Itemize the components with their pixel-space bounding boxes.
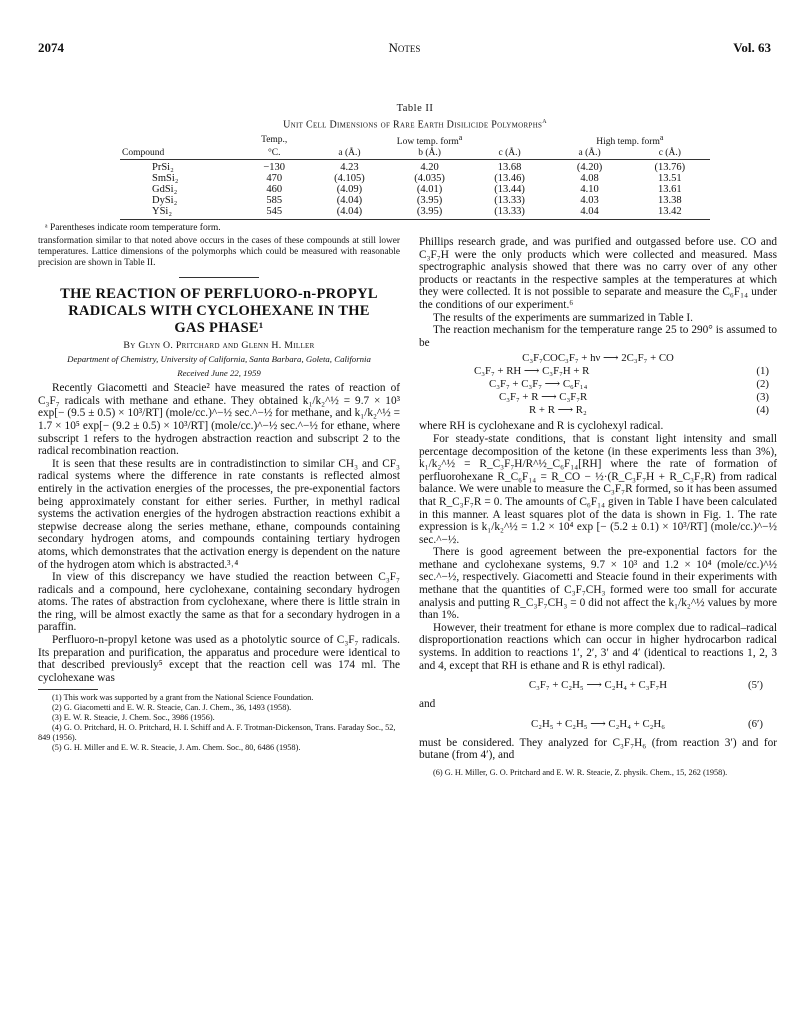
footnote-divider xyxy=(38,689,98,690)
table-group-header: Temp., Low temp. form$^a$ High temp. form$^a$ xyxy=(261,133,664,148)
table-ii xyxy=(45,103,710,234)
intro-paragraph: transformation similar to that noted above occurs in the cases of these compounds at still lower temperatures. Lattice dimensions of the polymorphs which could be measured with reasonable precision are shown in Table II. xyxy=(38,236,400,268)
footnote: (6) G. H. Miller, G. O. Pritchard and E. W. R. Steacie, Z. physik. Chem., 15, 262 (1958). xyxy=(433,768,728,777)
table-row: DySi₂ 585 (4.04) (3.95) (13.33) 4.03 13.38 xyxy=(152,195,682,207)
volume-label: Vol. 63 xyxy=(733,40,771,55)
table-row: GdSi₂ 460 (4.09) (4.01) (13.44) 4.10 13.61 xyxy=(152,184,682,196)
table-column-header: Compound °C. a (Å.) b (Å.) c (Å.) a (Å.) c (Å.) xyxy=(120,148,710,160)
table-caption: Unit Cell Dimensions of Rare Earth Disilicide Polymorphs$^a$ xyxy=(283,116,547,131)
equation: R + R ⟶ R₂ (4) xyxy=(529,404,769,417)
equation: C₂H₅ + C₂H₅ ⟶ C₂H₄ + C₂H₆ (6′) xyxy=(531,717,763,730)
equation: C₃F₇ + RH ⟶ C₃F₇H + R (1) xyxy=(474,365,769,378)
footnote: (1) This work was supported by a grant from the National Science Foundation. xyxy=(52,693,314,703)
section-name: Notes xyxy=(388,40,421,55)
table-grid xyxy=(120,132,710,220)
paragraph: where RH is cyclohexane and R is cyclohexyl radical. xyxy=(419,420,664,433)
footnote: (2) G. Giacometti and E. W. R. Steacie, Can. J. Chem., 36, 1493 (1958). xyxy=(52,703,292,713)
table-row: SmSi₂ 470 (4.105) (4.035) (13.46) 4.08 13.51 xyxy=(152,173,682,185)
paragraph: For steady-state conditions, that is constant light intensity and small percentage decomposition of the ketone (in these experiments less than 3%), k₁/k₂^½ = R_C₃F₇H/R^½_C₆F₁₄[RH] where the rate of formation of perfluorohexane R_C₆F₁₄ = R_CO − ½·(R_C₃F₇H + R_C₃F₇R) from radical balance. We were unable to measure the C₃F₇R formed, so it has been assumed that R_C₃F₇R = 0. The amounts of C₆F₁₄ given in Table I have been calculated in this manner. A least squares plot of the data is shown in Fig. 1. The rate expression is k₁/k₂^½ = 1.2 × 10⁴ exp [− (5.2 ± 0.1) × 10³/RT] (mole/cc.)^−½ sec.^−½. xyxy=(419,432,777,546)
equation: C₃F₇ + C₂H₅ ⟶ C₂H₄ + C₃F₇H (5′) xyxy=(528,679,763,692)
paragraph: There is good agreement between the pre-exponential factors for the methane and cyclohexane systems, 9.7 × 10³ and 1.2 × 10⁴ (mole/cc.)^½ sec.^−½, respectively. Giacometti and Steacie found in their experiments with methane that the quantities of C₃F₇CH₃ formed were too small for accurate analysis and putting R_C₃F₇CH₃ = 0 did not affect the k₁/k₂^½ values by more than 1%. xyxy=(419,546,777,622)
article-affiliation: Department of Chemistry, University of California, Santa Barbara, Goleta, California xyxy=(67,353,371,364)
paragraph: Recently Giacometti and Steacie² have measured the rates of reaction of C₃F₇ radicals with methane and ethane. They obtained k₁/k₂^½ = 9.7 × 10³ exp[− (9.5 ± 0.5) × 10³/RT] (mole/cc.)^−½ sec.^−½ for methane, and k₁/k₂^½ = 1.7 × 10⁵ exp[− (9.2 ± 0.5) × 10³/RT] (mole/cc.)^−½ sec.^−½ for ethane, where subscript 1 refers to the hydrogen abstraction reaction and subscript 2 to the radical recombination reaction. xyxy=(38,382,400,458)
equation: C₃F₇ + R ⟶ C₃F₇R (3) xyxy=(499,391,769,404)
article-authors: By Glyn O. Pritchard and Glenn H. Miller xyxy=(123,340,315,351)
footnote: (5) G. H. Miller and E. W. R. Steacie, J. Am. Chem. Soc., 80, 6486 (1958). xyxy=(52,743,301,753)
divider xyxy=(179,277,259,278)
footnote: (4) G. O. Pritchard, H. O. Pritchard, H. I. Schiff and A. F. Trotman-Dickenson, Trans. Faraday Soc., 52, 849 (1956). xyxy=(38,723,396,743)
page-header xyxy=(38,40,771,58)
equation: C₃F₇COC₃F₇ + hν ⟶ 2C₃F₇ + CO xyxy=(522,352,674,365)
page-number: 2074 xyxy=(38,40,64,55)
paragraph: The reaction mechanism for the temperature range 25 to 290° is assumed to be xyxy=(419,324,777,349)
table-footnote: ᵃ Parentheses indicate room temperature form. xyxy=(45,223,221,234)
paragraph: Perfluoro-n-propyl ketone was used as a photolytic source of C₃F₇ radicals. Its preparation and purification, the apparatus and procedure were identical to that described previously⁵ except that the reaction cell was 174 ml. The cyclohexane was xyxy=(38,634,400,684)
table-row: YSi₂ 545 (4.04) (3.95) (13.33) 4.04 13.42 xyxy=(120,206,710,220)
equation: C₃F₇ + C₃F₇ ⟶ C₆F₁₄ (2) xyxy=(489,378,769,391)
table-row: PrSi₂ −130 4.23 4.20 13.68 (4.20) (13.76) xyxy=(152,162,686,174)
reaction-mechanism xyxy=(419,352,777,417)
paragraph: must be considered. They analyzed for C₃F₇H₆ (from reaction 3′) and for butane (from 4′), and xyxy=(419,736,777,762)
paragraph: Phillips research grade, and was purified and outgassed before use. CO and C₃F₇H were the only products which were collected and measured. Mass spectrographic analysis showed that there was no carry over of any other products or reactants in the respective samples at the temperatures at which they were collected. It is not possible to separate and measure the C₆F₁₄ under the conditions of our experiment.⁶ xyxy=(419,236,777,311)
article-title: THE REACTION OF PERFLUORO-n-PROPYL RADICALS WITH CYCLOHEXANE IN THE GAS PHASE¹ xyxy=(60,286,378,336)
received-date: Received June 22, 1959 xyxy=(177,367,261,378)
paragraph: It is seen that these results are in contradistinction to similar CH₃ and CF₃ radical systems where the difference in rate constants is reflected almost entirely in the activation energies of the processes, the pre-exponential factors being approximately constant for either series. Further, in methyl radical systems the activation energies of the hydrogen abstraction reactions exhibit a stepwise decrease along the series methane, ethane, compounds containing secondary hydrogen atoms, and compounds containing tertiary hydrogen atoms, which demonstrates that the activation energy is dependent on the nature of the hydrogen atom which is abstracted.³˒⁴ xyxy=(38,457,400,571)
right-column xyxy=(419,236,777,778)
paragraph: However, their treatment for ethane is more complex due to radical–radical disproportionation reactions which can occur in higher hydrocarbon radical systems. In addition to reactions 1′, 2′, 3′ and 4′ (identical to reactions 1, 2, 3 and 4, except that RH is ethane and R is ethyl radical). xyxy=(419,621,777,672)
left-column xyxy=(38,236,400,753)
table-title: Table II xyxy=(396,103,434,114)
footnote: (3) E. W. R. Steacie, J. Chem. Soc., 3986 (1956). xyxy=(52,713,215,723)
paragraph: and xyxy=(419,698,436,711)
paragraph: In view of this discrepancy we have studied the reaction between C₃F₇ radicals and a compound, here cyclohexane, containing secondary hydrogen atoms. The rates of abstraction from cyclohexane, where there is little strain in the ring, will be almost exactly the same as that for a secondary hydrogen in a paraffin. xyxy=(38,571,400,634)
paragraph: The results of the experiments are summarized in Table I. xyxy=(433,311,693,324)
